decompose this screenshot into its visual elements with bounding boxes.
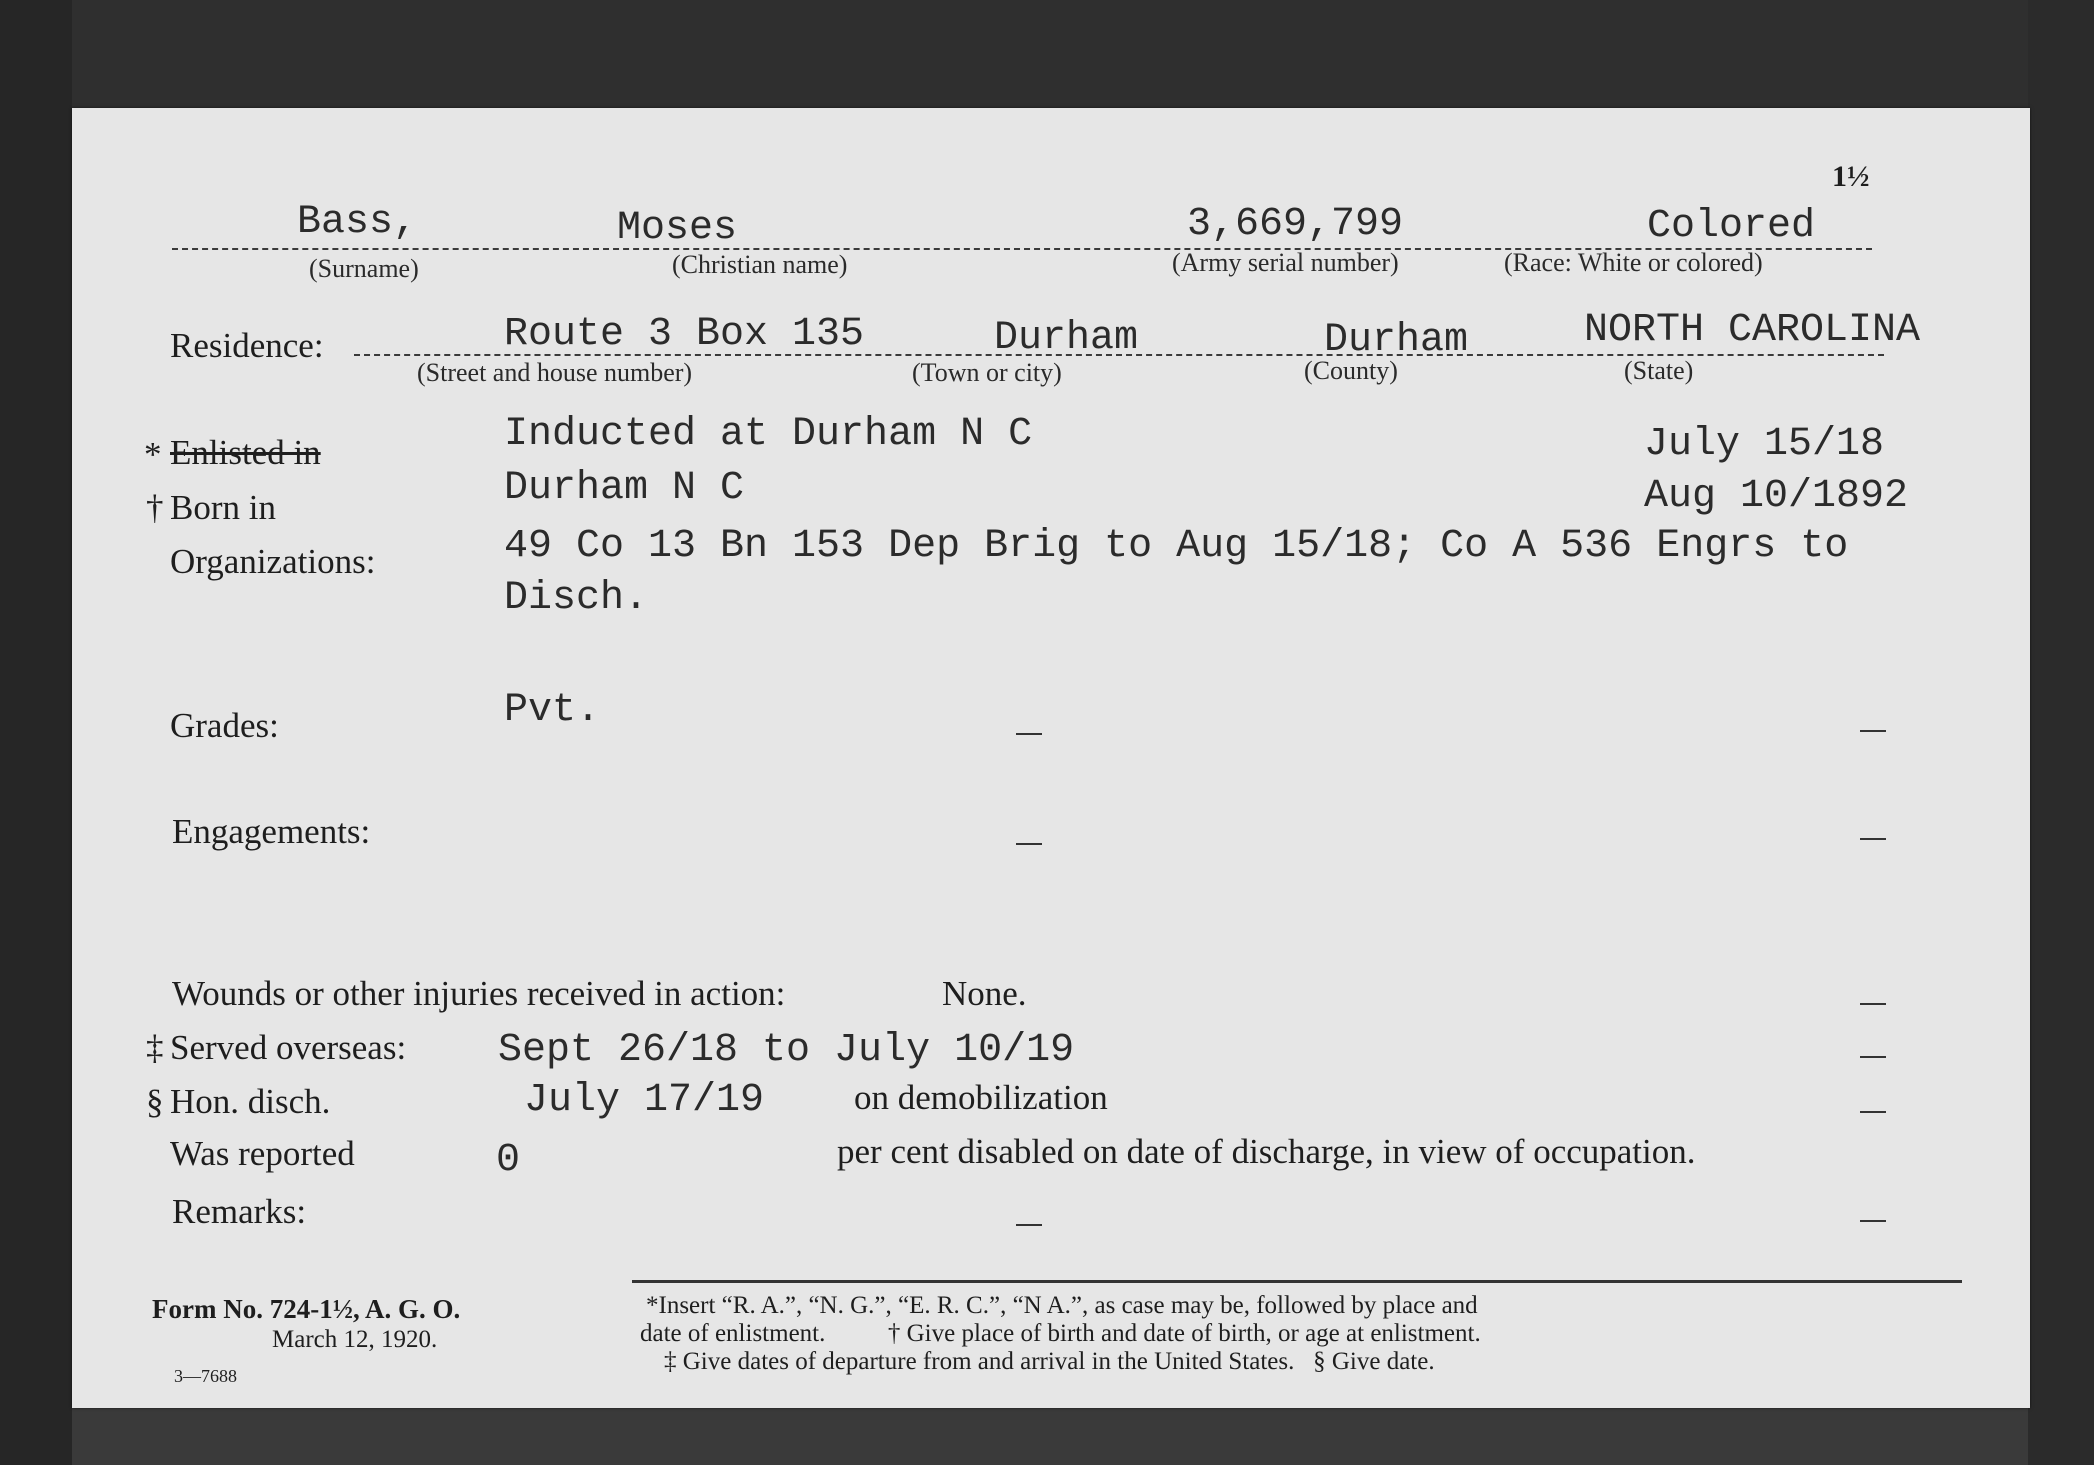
enlisted-label: Enlisted in <box>170 433 321 472</box>
born-value: Durham N C <box>504 466 745 511</box>
footer-note-3: ‡ Give dates of departure from and arrival in the United States. § Give date. <box>664 1348 1435 1375</box>
wounds-right-mark <box>1860 1003 1886 1005</box>
born-label: Born in <box>170 488 276 527</box>
form-code: 3—7688 <box>174 1366 237 1386</box>
grades-value: Pvt. <box>504 688 601 733</box>
form-date: March 12, 1920. <box>272 1326 438 1353</box>
organizations-line2: Disch. <box>504 576 649 621</box>
reported-tail: per cent disabled on date of discharge, in view of occupation. <box>837 1132 1696 1171</box>
hon-disch-note: on demobilization <box>854 1078 1108 1117</box>
wounds-label: Wounds or other injuries received in action: <box>172 974 786 1013</box>
footer-note-1: *Insert “R. A.”, “N. G.”, “E. R. C.”, “N A.”, as case may be, followed by place and <box>646 1292 1478 1319</box>
reported-value: 0 <box>496 1138 521 1183</box>
engagements-mid-mark <box>1016 843 1042 845</box>
enlisted-mark: * <box>144 435 162 474</box>
grades-mid-mark <box>1016 733 1042 735</box>
overseas-label: Served overseas: <box>170 1028 407 1067</box>
organizations-line1: 49 Co 13 Bn 153 Dep Brig to Aug 15/18; Co A 536 Engrs to <box>504 524 1849 569</box>
enlisted-date: July 15/18 <box>1644 422 1885 467</box>
grades-right-mark <box>1860 730 1886 732</box>
surname-caption: (Surname) <box>309 254 419 283</box>
surname-value: Bass, <box>297 200 418 245</box>
residence-street-value: Route 3 Box 135 <box>504 312 865 357</box>
hon-disch-label: Hon. disch. <box>170 1082 331 1121</box>
scan-background-top <box>0 0 2094 110</box>
footer-note-2: date of enlistment. † Give place of birth and date of birth, or age at enlistment. <box>640 1320 1481 1347</box>
residence-label: Residence: <box>170 326 324 365</box>
residence-state-value: NORTH CAROLINA <box>1584 308 1921 353</box>
serial-caption: (Army serial number) <box>1172 248 1399 277</box>
hon-disch-mark: § <box>146 1082 164 1121</box>
remarks-right-mark <box>1860 1220 1886 1222</box>
remarks-mid-mark <box>1016 1224 1042 1226</box>
fraction-mark: 1½ <box>1832 160 1870 193</box>
organizations-label: Organizations: <box>170 542 376 581</box>
enlisted-value: Inducted at Durham N C <box>504 412 1033 457</box>
overseas-value: Sept 26/18 to July 10/19 <box>498 1028 1075 1073</box>
form-number: Form No. 724-1½, A. G. O. <box>152 1294 461 1324</box>
serial-value: 3,669,799 <box>1187 202 1404 247</box>
scan-background-right <box>2028 0 2094 1465</box>
scan-background-left <box>0 0 72 1465</box>
grades-label: Grades: <box>170 706 279 745</box>
overseas-right-mark <box>1860 1056 1886 1058</box>
race-value: Colored <box>1647 204 1816 249</box>
remarks-label: Remarks: <box>172 1192 307 1231</box>
race-caption: (Race: White or colored) <box>1504 248 1763 277</box>
street-caption: (Street and house number) <box>417 358 693 387</box>
footer-rule <box>632 1280 1962 1283</box>
hon-disch-value: July 17/19 <box>524 1078 765 1123</box>
born-date: Aug 10/1892 <box>1644 474 1909 519</box>
residence-county-value: Durham <box>1324 318 1469 363</box>
engagements-label: Engagements: <box>172 812 371 851</box>
service-record-card <box>72 108 2030 1408</box>
wounds-value: None. <box>942 974 1027 1013</box>
born-mark: † <box>146 488 164 527</box>
county-caption: (County) <box>1304 356 1398 385</box>
state-caption: (State) <box>1624 356 1694 385</box>
engagements-right-mark <box>1860 838 1886 840</box>
residence-town-value: Durham <box>994 316 1139 361</box>
christian-name-value: Moses <box>617 206 738 251</box>
reported-label: Was reported <box>170 1134 355 1173</box>
hon-disch-right-mark <box>1860 1111 1886 1113</box>
overseas-mark: ‡ <box>146 1028 164 1067</box>
christian-name-caption: (Christian name) <box>672 250 848 279</box>
town-caption: (Town or city) <box>912 358 1062 387</box>
